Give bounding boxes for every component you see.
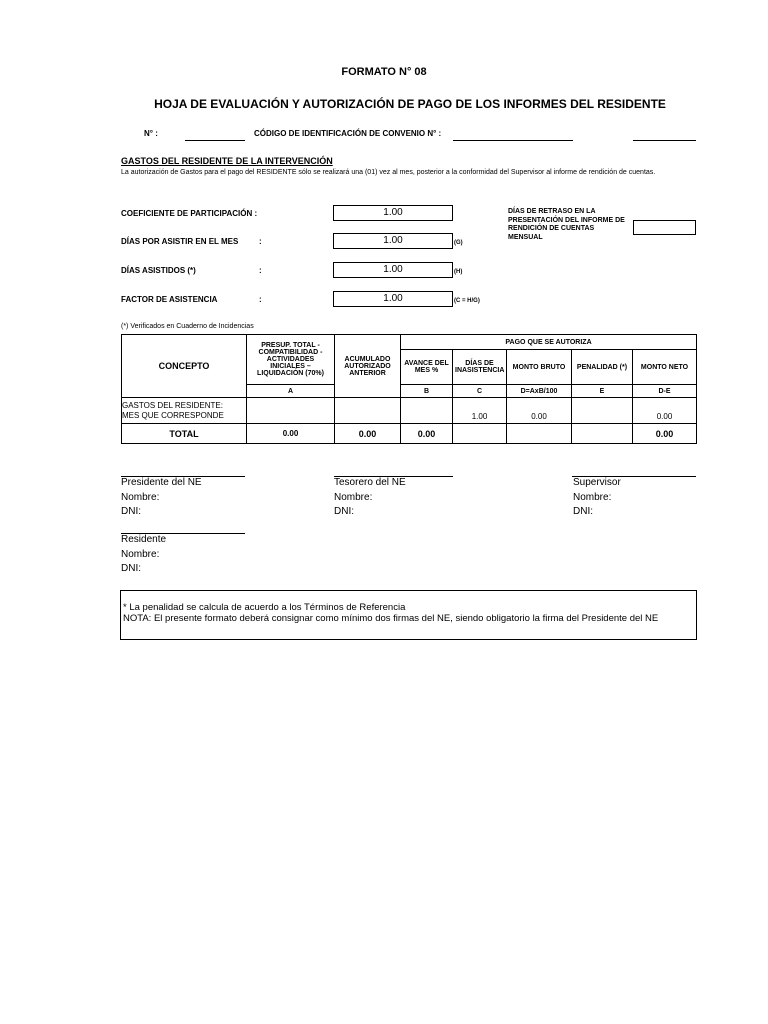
row-concept-line1: GASTOS DEL RESIDENTE: bbox=[122, 400, 223, 410]
header-neto: MONTO NETO bbox=[633, 350, 697, 385]
coef-label: COEFICIENTE DE PARTICIPACIÓN : bbox=[121, 209, 258, 218]
retraso-label: DÍAS DE RETRASO EN LA PRESENTACIÓN DEL INFORME DE RENDICIÓN DE CUENTAS MENSUAL bbox=[508, 208, 625, 241]
total-dias bbox=[453, 424, 507, 444]
factor-value[interactable]: 1.00 bbox=[333, 291, 453, 307]
row-concept bbox=[122, 398, 247, 424]
row-avance[interactable] bbox=[401, 398, 453, 424]
header-acumulado: ACUMULADO AUTORIZADO ANTERIOR bbox=[335, 335, 401, 398]
code-presup: A bbox=[247, 385, 335, 398]
presidente-block bbox=[121, 476, 202, 520]
residente-title: Residente bbox=[121, 534, 167, 545]
residente-nombre: Nombre: bbox=[121, 548, 160, 560]
presidente-nombre: Nombre: bbox=[121, 491, 160, 503]
header-presup: PRESUP. TOTAL - COMPATIBILIDAD - ACTIVIDADES INICIALES – LIQUIDACIÓN (70%) bbox=[247, 335, 335, 385]
convenio-label: CÓDIGO DE IDENTIFICACIÓN DE CONVENIO N° : bbox=[254, 129, 442, 138]
number-label: N° : bbox=[144, 129, 158, 138]
format-number: FORMATO N° 08 bbox=[341, 66, 427, 78]
code-dias: C bbox=[453, 385, 507, 398]
tesorero-title: Tesorero del NE bbox=[334, 477, 406, 488]
dias-asistidos-label: DÍAS ASISTIDOS (*) bbox=[121, 266, 196, 275]
tesorero-nombre: Nombre: bbox=[334, 491, 373, 503]
footer-note-box bbox=[120, 590, 697, 640]
header-pago: PAGO QUE SE AUTORIZA bbox=[401, 335, 697, 350]
residente-block bbox=[121, 533, 166, 577]
total-neto: 0.00 bbox=[633, 424, 697, 444]
coef-value[interactable]: 1.00 bbox=[333, 205, 453, 221]
header-dias: DÍAS DE INASISTENCIA bbox=[453, 350, 507, 385]
payment-table bbox=[121, 334, 697, 444]
section-heading: GASTOS DEL RESIDENTE DE LA INTERVENCIÓN bbox=[121, 156, 333, 166]
tesorero-block bbox=[334, 476, 406, 520]
supervisor-dni: DNI: bbox=[573, 506, 593, 517]
note-verificados: (*) Verificados en Cuaderno de Incidencias bbox=[121, 323, 254, 330]
dias-asistir-value[interactable]: 1.00 bbox=[333, 233, 453, 249]
row-dias[interactable]: 1.00 bbox=[453, 398, 507, 424]
factor-ref: (C = H/G) bbox=[454, 298, 480, 304]
supervisor-nombre: Nombre: bbox=[573, 491, 612, 503]
row-bruto[interactable]: 0.00 bbox=[507, 398, 572, 424]
factor-label: FACTOR DE ASISTENCIA bbox=[121, 295, 218, 304]
header-avance: AVANCE DEL MES % bbox=[401, 350, 453, 385]
code-bruto: D=AxB/100 bbox=[507, 385, 572, 398]
total-presup: 0.00 bbox=[247, 424, 335, 444]
total-row bbox=[122, 424, 697, 444]
row-neto[interactable]: 0.00 bbox=[633, 398, 697, 424]
row-acumulado[interactable] bbox=[335, 398, 401, 424]
footer-note2: NOTA: El presente formato deberá consignar como mínimo dos firmas del NE, siendo obligatorio la firma del Presidente del NE bbox=[123, 613, 659, 624]
retraso-value[interactable] bbox=[633, 220, 696, 235]
dias-asistir-ref: (G) bbox=[454, 240, 463, 246]
tesorero-dni: DNI: bbox=[334, 506, 354, 517]
number-line[interactable] bbox=[185, 140, 245, 141]
row-penalidad[interactable] bbox=[572, 398, 633, 424]
extra-line[interactable] bbox=[633, 140, 696, 141]
supervisor-block bbox=[573, 476, 621, 520]
presidente-dni: DNI: bbox=[121, 506, 141, 517]
total-avance: 0.00 bbox=[401, 424, 453, 444]
table-row bbox=[122, 398, 697, 424]
total-penalidad bbox=[572, 424, 633, 444]
dias-asistidos-colon: : bbox=[259, 266, 262, 275]
dias-asistidos-ref: (H) bbox=[454, 269, 463, 275]
total-label: TOTAL bbox=[122, 424, 247, 444]
section-description: La autorización de Gastos para el pago del RESIDENTE sólo se realizará una (01) vez al mes, posterior a la conformidad del Supervisor al informe de rendición de cuentas. bbox=[121, 169, 656, 176]
code-neto: D-E bbox=[633, 385, 697, 398]
page-title: HOJA DE EVALUACIÓN Y AUTORIZACIÓN DE PAGO DE LOS INFORMES DEL RESIDENTE bbox=[154, 97, 666, 111]
code-avance: B bbox=[401, 385, 453, 398]
dias-asistir-label: DÍAS POR ASISTIR EN EL MES bbox=[121, 237, 239, 246]
total-bruto bbox=[507, 424, 572, 444]
header-penalidad: PENALIDAD (*) bbox=[572, 350, 633, 385]
code-penalidad: E bbox=[572, 385, 633, 398]
factor-colon: : bbox=[259, 295, 262, 304]
row-presup[interactable] bbox=[247, 398, 335, 424]
convenio-line[interactable] bbox=[453, 140, 573, 141]
header-concepto: CONCEPTO bbox=[122, 335, 247, 398]
dias-asistidos-value[interactable]: 1.00 bbox=[333, 262, 453, 278]
footer-note1: * La penalidad se calcula de acuerdo a los Términos de Referencia bbox=[123, 602, 406, 613]
presidente-title: Presidente del NE bbox=[121, 477, 202, 488]
supervisor-title: Supervisor bbox=[573, 477, 621, 488]
residente-dni: DNI: bbox=[121, 563, 141, 574]
dias-asistir-colon: : bbox=[259, 237, 262, 246]
header-bruto: MONTO BRUTO bbox=[507, 350, 572, 385]
total-acumulado: 0.00 bbox=[335, 424, 401, 444]
row-concept-line2: MES QUE CORRESPONDE bbox=[122, 410, 224, 420]
